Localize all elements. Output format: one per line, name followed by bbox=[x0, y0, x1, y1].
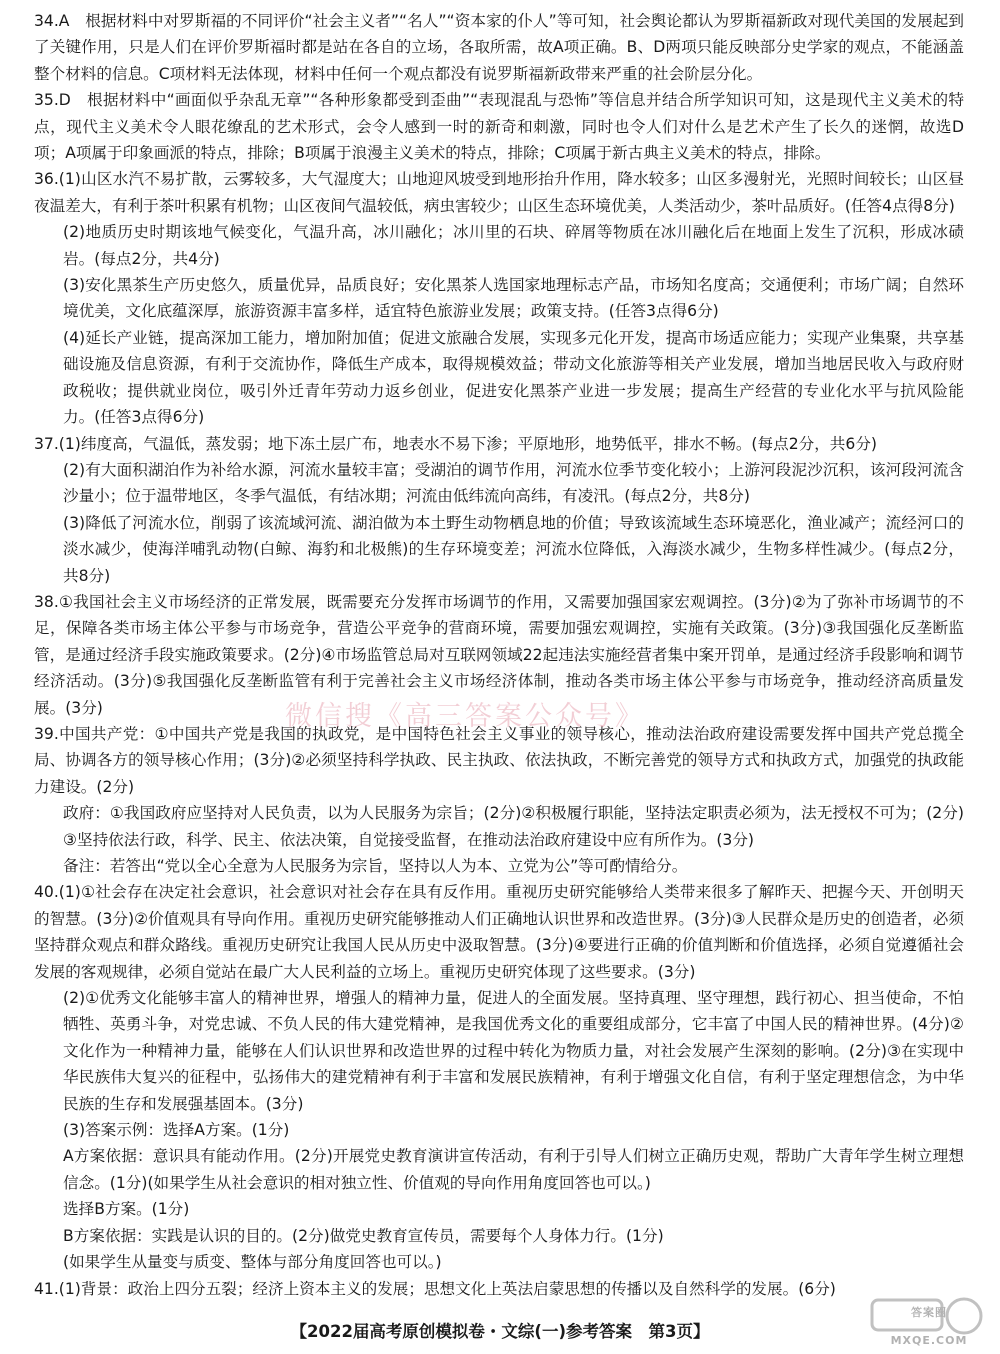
answer-list bbox=[34, 8, 964, 1302]
answer-block bbox=[34, 879, 964, 1275]
answer-subpart: (2)①优秀文化能够丰富人的精神世界，增强人的精神力量，促进人的全面发展。坚持真理、坚守理想，践行初心、担当使命，不怕牺牲、英勇斗争，对党忠诚、不负人民的伟大建党精神，是我国优秀文化的重要组成部分，它丰富了中国人民的精神世界。(4分)②文化作为一种精神力量，能够在人们认识世界和改造世界的过程中转化为物质力量，对社会发展产生深刻的影响。(2分)③在实现中华民族伟大复兴的征程中，弘扬伟大的建党精神有利于丰富和发展民族精神，有利于增强文化自信，有利于坚定理想信念，为中华民族的生存和发展强基固本。(3分) bbox=[63, 989, 964, 1113]
page-footer: 【2022届高考原创模拟卷・文综(一)参考答案 第3页】 bbox=[290, 1322, 710, 1341]
answer-subpart: (3)答案示例：选择A方案。(1分) bbox=[63, 1121, 290, 1140]
answer-text: 36.(1)山区水汽不易扩散，云雾较多，大气湿度大；山地迎风坡受到地形抬升作用，降水较多；山区多漫射光，光照时间较长；山区昼夜温差大，有利于茶叶积累有机物；山区夜间气温较低，病虫害较少；山区生态环境优美，人类活动少，茶叶品质好。(任答4点得8分) bbox=[34, 170, 964, 215]
answer-subpart: (如果学生从量变与质变、整体与部分角度回答也可以。) bbox=[63, 1253, 442, 1272]
answer-subpart: B方案依据：实践是认识的目的。(2分)做党史教育宣传员，需要每个人身体力行。(1分) bbox=[63, 1226, 664, 1245]
answer-subpart: (4)延长产业链，提高深加工能力，增加附加值；促进文旅融合发展，实现多元化开发，提高市场适应能力；实现产业集聚，共享基础设施及信息资源，有利于交流协作，降低生产成本，取得规模效益；带动文化旅游等相关产业发展，增加当地居民收入与政府财政税收；提供就业岗位，吸引外迁青年劳动力返乡创业，促进安化黑茶产业进一步发展；提高生产经营的专业化水平与抗风险能力。(任答3点得6分) bbox=[63, 328, 964, 427]
answer-text: 37.(1)纬度高，气温低，蒸发弱；地下冻土层广布，地表水不易下渗；平原地形，地势低平，排水不畅。(每点2分，共6分) bbox=[34, 434, 877, 453]
answer-block bbox=[34, 589, 964, 721]
answer-text: 39.中国共产党：①中国共产党是我国的执政党，是中国特色社会主义事业的领导核心，推动法治政府建设需要发挥中国共产党总揽全局、协调各方的领导核心作用；(3分)②必须坚持科学执政、民主执政、依法执政，不断完善党的领导方式和执政方式，加强党的执政能力建设。(2分) bbox=[34, 724, 964, 796]
answer-text: 38.①我国社会主义市场经济的正常发展，既需要充分发挥市场调节的作用，又需要加强国家宏观调控。(3分)②为了弥补市场调节的不足，保障各类市场主体公平参与市场竞争，营造公平竞争的营商环境，需要加强宏观调控，实施有关政策。(3分)③我国强化反垄断监管，是通过经济手段实施政策要求。(2分)④市场监管总局对互联网领域22起违法实施经营者集中案开罚单，是通过经济手段影响和调节经济活动。(3分)⑤我国强化反垄断监管有利于完善社会主义市场经济体制，推动各类市场主体公平参与市场竞争，推动经济高质量发展。(3分) bbox=[34, 592, 964, 717]
answer-block bbox=[34, 1276, 964, 1302]
answer-text: 41.(1)背景：政治上四分五裂；经济上资本主义的发展；思想文化上英法启蒙思想的传播以及自然科学的发展。(6分) bbox=[34, 1279, 836, 1298]
answer-block bbox=[34, 431, 964, 589]
answer-block bbox=[34, 87, 964, 166]
answer-block bbox=[34, 166, 964, 430]
answer-text: 34.A 根据材料中对罗斯福的不同评价“社会主义者”“名人”“资本家的仆人”等可知，社会舆论都认为罗斯福新政对现代美国的发展起到了关键作用，只是人们在评价罗斯福时都是站在各自的立场，各取所需，故A项正确。B、D两项只能反映部分史学家的观点，不能涵盖整个材料的信息。C项材料无法体现，材料中任何一个观点都没有说罗斯福新政带来严重的社会阶层分化。 bbox=[34, 12, 964, 83]
answer-subpart: A方案依据：意识具有能动作用。(2分)开展党史教育演讲宣传活动，有利于引导人们树立正确历史观，帮助广大青年学生树立理想信念。(1分)(如果学生从社会意识的相对独立性、价值观的导向作用角度回答也可以。) bbox=[63, 1147, 964, 1192]
answer-block bbox=[34, 8, 964, 87]
answer-text: 40.(1)①社会存在决定社会意识，社会意识对社会存在具有反作用。重视历史研究能够给人类带来很多了解昨天、把握今天、开创明天的智慧。(3分)②价值观具有导向作用。重视历史研究能够推动人们正确地认识世界和改造世界。(3分)③人民群众是历史的创造者，必须坚持群众观点和群众路线。重视历史研究让我国人民从历史中汲取智慧。(3分)④要进行正确的价值判断和价值选择，必须自觉遵循社会发展的客观规律，必须自觉站在最广大人民利益的立场上。重视历史研究体现了这些要求。(3分) bbox=[34, 883, 964, 981]
answer-subpart: (3)降低了河流水位，削弱了该流域河流、湖泊做为本土野生动物栖息地的价值；导致该流域生态环境恶化，渔业减产；流经河口的淡水减少，使海洋哺乳动物(白鲸、海豹和北极熊)的生存环境变差；河流水位降低，入海淡水减少，生物多样性减少。(每点2分，共8分) bbox=[63, 513, 964, 585]
logo-text-bottom: MXQE.COM bbox=[890, 1334, 968, 1347]
answer-subpart: (2)有大面积湖泊作为补给水源，河流水量较丰富；受湖泊的调节作用，河流水位季节变化较小；上游河段泥沙沉积，该河段河流含沙量小；位于温带地区，冬季气温低，有结冰期；河流由低纬流向高纬，有凌汛。(每点2分，共8分) bbox=[63, 460, 964, 506]
answer-text: 35.D 根据材料中“画面似乎杂乱无章”“各种形象都受到歪曲”“表现混乱与恐怖”等信息并结合所学知识可知，这是现代主义美术的特点，现代主义美术令人眼花缭乱的艺术形式，会令人感到一时的新奇和刺激，同时也令人们对什么是艺术产生了长久的迷惘，故选D项；A项属于印象画派的特点，排除；B项属于浪漫主义美术的特点，排除；C项属于新古典主义美术的特点，排除。 bbox=[34, 91, 964, 163]
answer-block bbox=[34, 721, 964, 879]
answer-subpart: 选择B方案。(1分) bbox=[63, 1200, 190, 1219]
answer-subpart: (3)安化黑茶生产历史悠久，质量优异，品质良好；安化黑茶人选国家地理标志产品，市场知名度高；交通便利；市场广阔；自然环境优美，文化底蕴深厚，旅游资源丰富多样，适宜特色旅游业发展；政策支持。(任答3点得6分) bbox=[63, 276, 964, 321]
answer-subpart: 备注：若答出“党以全心全意为人民服务为宗旨，坚持以人为本、立党为公”等可酌情给分。 bbox=[63, 857, 688, 875]
logo-text-top: 答案圈 bbox=[911, 1306, 947, 1319]
watermark-text: 微信搜《高三答案公众号》 bbox=[285, 701, 645, 732]
answer-subpart: (2)地质历史时期该地气候变化，气温升高，冰川融化；冰川里的石块、碎屑等物质在冰川融化后在地面上发生了沉积，形成冰碛岩。(每点2分，共4分) bbox=[63, 223, 964, 268]
answer-subpart: 政府：①我国政府应坚持对人民负责，以为人民服务为宗旨；(2分)②积极履行职能，坚持法定职责必须为，法无授权不可为；(2分)③坚持依法行政，科学、民主、依法决策，自觉接受监督，在推动法治政府建设中应有所作为。(3分) bbox=[63, 804, 964, 849]
